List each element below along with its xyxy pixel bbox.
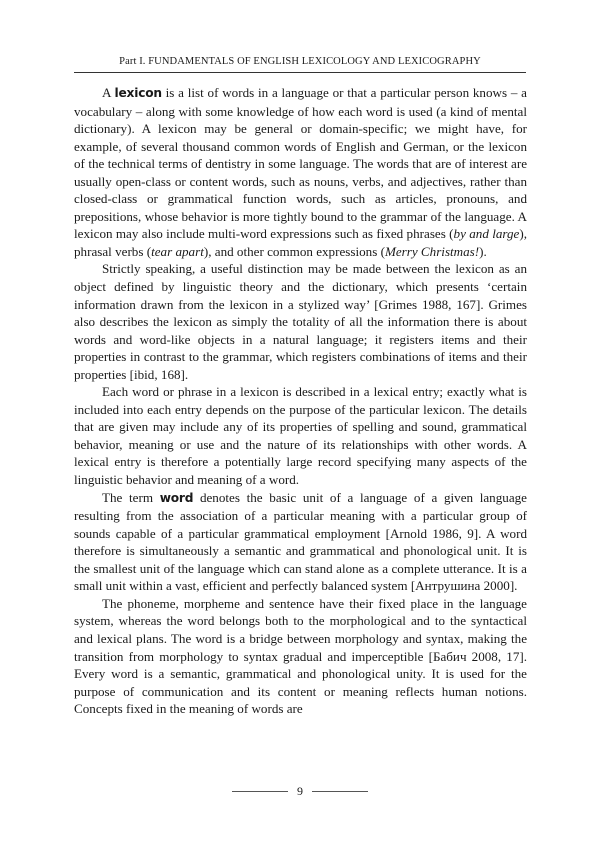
running-header: Part I. FUNDAMENTALS OF ENGLISH LEXICOLOGY AND LEXICOGRAPHY [119, 56, 481, 67]
page-footer [0, 782, 600, 802]
body-text [74, 84, 527, 718]
example-common-expression: Merry Christmas! [384, 243, 480, 259]
paragraph-word-in-language-system: The phoneme, morpheme and sentence have their fixed place in the language system, whereas the word belongs both to the morphological and to the syntactical and lexical plans. The word is a bridge between morphology and syntax, making the transition from morphology to syntax gradual and imperceptible [Бабич 2008, 17]. Every word is a semantic, grammatical and phonological unity. It is used for the purpose of communication and its content or meaning reflects human notions. Concepts fixed in the meaning of words are [74, 595, 527, 717]
paragraph-word-definition: The term word denotes the basic unit of a language of a given language resulting from the association of a particular meaning with a particular group of sounds capable of a particular grammatical employment [Arnold 1986, 9]. A word therefore is simultaneously a semantic and grammatical and phonological unit. It is the smallest unit of the language which can stand alone as a complete utterance. It is a small unit within a vast, efficient and perfectly balanced system [Антрушина 2000]. [74, 489, 527, 594]
example-phrasal-verb: tear apart [151, 243, 204, 259]
footer-rule-right [312, 791, 368, 792]
paragraph-lexicon-definition: A lexicon is a list of words in a language or that a particular person knows – a vocabulary – along with some knowledge of how each word is used (a kind of mental dictionary). A lexicon may be general or domain-specific; we might have, for example, of several thousand common words of English and German, or the lexicon of the technical terms of dentistry in some language. The words that are of interest are usually open-class or content words, such as nouns, verbs, and adjectives, rather than closed-class or grammatical function words, such as articles, pronouns, and prepositions, whose behavior is more tightly bound to the grammar of the language. A lexicon may also include multi-word expressions such as fixed phrases (by and large), phrasal verbs (tear apart), and other common expressions (Merry Christmas!). [74, 85, 527, 259]
page-number: 9 [297, 784, 303, 798]
paragraph-lexical-entry: Each word or phrase in a lexicon is described in a lexical entry; exactly what is included into each entry depends on the purpose of the particular lexicon. The details that are given may include any of its properties of spelling and sound, grammatical behavior, meaning or use and the nature of its relationships with other words. A lexical entry is therefore a potentially large record specifying many aspects of the linguistic behavior and meaning of a word. [74, 384, 527, 488]
example-fixed-phrase: by and large [453, 226, 520, 242]
header-rule [74, 72, 526, 73]
footer-rule-left [232, 791, 288, 792]
term-word: word [159, 490, 194, 505]
term-lexicon: lexicon [114, 86, 162, 100]
paragraph-lexicon-vs-dictionary: Strictly speaking, a useful distinction may be made between the lexicon as an object defined by linguistic theory and the dictionary, which presents ‘certain information drawn from the lexicon in a stylized way’ [Grimes 1988, 167]. Grimes also describes the lexicon as simply the totality of all the information there is about words and word-like objects in a natural language; it registers items and their properties in contrast to the grammar, which registers combinations of items and their properties [ibid, 168]. [74, 261, 527, 382]
